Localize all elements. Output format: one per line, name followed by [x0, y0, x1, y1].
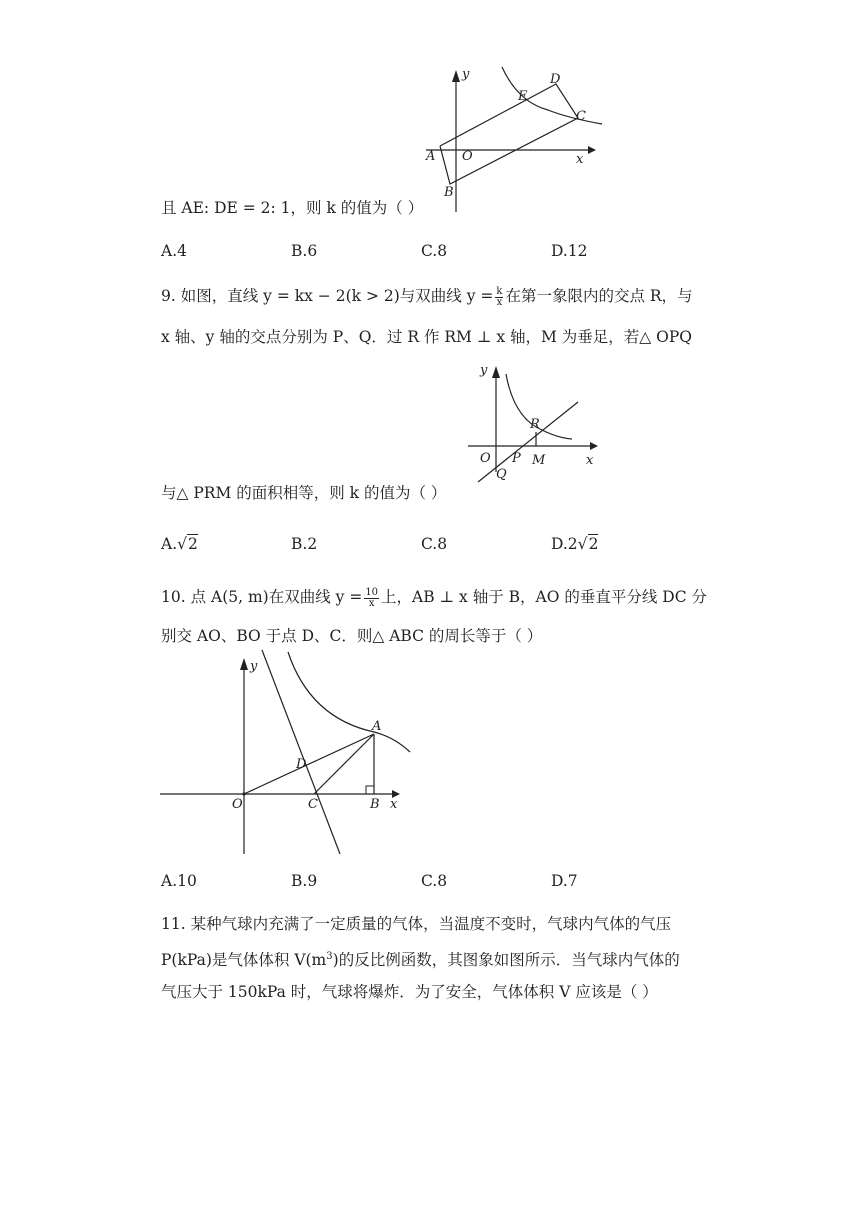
q9-frac-den: x — [496, 296, 503, 308]
q8-condition-text: 且 AE: DE = 2: 1，则 k 的值为（ ） — [161, 199, 424, 217]
q8-label-A: A — [426, 149, 436, 164]
q10-option-a: A.10 — [161, 872, 197, 890]
q9-figure — [462, 360, 612, 485]
q8-option-d: D.12 — [551, 242, 588, 260]
q8-label-x: x — [576, 152, 584, 167]
q9-option-c: C.8 — [421, 535, 448, 553]
q9-line1-pre: 9. 如图，直线 y = kx − 2(k > 2)与双曲线 y = — [161, 287, 494, 305]
q9-option-a-prefix: A. — [161, 535, 178, 553]
q10-label-O: O — [232, 797, 243, 812]
q10-line2: 别交 AO、BO 于点 D、C．则△ ABC 的周长等于（ ） — [161, 627, 543, 645]
q9-option-d: D.2√2 — [551, 535, 599, 553]
q10-option-c: C.8 — [421, 872, 448, 890]
q9-label-R: R — [530, 417, 540, 432]
q8-label-y: y — [462, 67, 470, 82]
q10-frac-den: x — [368, 597, 375, 609]
q10-label-D: D — [296, 757, 307, 772]
q8-option-c: C.8 — [421, 242, 448, 260]
q8-figure — [418, 62, 608, 217]
q8-label-C: C — [576, 109, 586, 124]
q9-label-O: O — [480, 451, 491, 466]
q9-label-Q: Q — [496, 467, 507, 482]
q9-line1 — [161, 286, 693, 308]
q11-line2-post: )的反比例函数，其图象如图所示．当气球内气体的 — [332, 951, 680, 970]
q10-option-d: D.7 — [551, 872, 578, 890]
q9-fraction — [495, 287, 503, 308]
q9-option-a: A.√2 — [161, 535, 198, 553]
q9-label-M: M — [532, 453, 546, 468]
q9-label-y: y — [480, 363, 488, 378]
q8-label-B: B — [444, 185, 454, 200]
q11-line3: 气压大于 150kPa 时，气球将爆炸．为了安全，气体体积 V 应该是（ ） — [161, 983, 658, 1001]
q9-option-a-radicand: 2 — [188, 535, 198, 553]
q10-label-C: C — [308, 797, 318, 812]
q11-line2-pre: P(kPa)是气体体积 V(m — [161, 951, 327, 970]
q11-line1: 11. 某种气球内充满了一定质量的气体，当温度不变时，气球内气体的气压 — [161, 915, 672, 933]
q10-label-B: B — [370, 797, 380, 812]
q8-label-E: E — [518, 89, 528, 104]
q11-line2-sup: 3 — [326, 951, 333, 962]
q9-option-d-prefix: D.2 — [551, 535, 578, 553]
q8-option-a: A.4 — [161, 242, 187, 260]
q9-line1-post: 在第一象限内的交点 R，与 — [505, 287, 693, 305]
q10-label-y: y — [250, 659, 258, 674]
q8-label-D: D — [550, 72, 561, 87]
q10-option-b: B.9 — [291, 872, 318, 890]
q9-frac-num: k — [496, 285, 503, 297]
q9-line2: x 轴、y 轴的交点分别为 P、Q．过 R 作 RM ⊥ x 轴，M 为垂足，若△ OPQ — [161, 328, 692, 346]
q8-option-b: B.6 — [291, 242, 318, 260]
q9-line3: 与△ PRM 的面积相等，则 k 的值为（ ） — [161, 484, 447, 502]
q10-label-x: x — [390, 797, 398, 812]
q10-line1 — [161, 587, 707, 609]
q9-option-d-radicand: 2 — [588, 535, 599, 553]
q10-line1-post: 上，AB ⊥ x 轴于 B，AO 的垂直平分线 DC 分 — [381, 588, 708, 606]
q9-option-b: B.2 — [291, 535, 318, 553]
q9-label-x: x — [586, 453, 594, 468]
q10-fraction — [364, 588, 379, 609]
q10-figure — [160, 648, 420, 858]
q10-label-A: A — [372, 719, 382, 734]
q10-frac-num: 10 — [365, 586, 379, 598]
q11-line2 — [161, 947, 680, 970]
q9-label-P: P — [512, 451, 521, 466]
q8-label-O: O — [462, 149, 473, 164]
q10-line1-pre: 10. 点 A(5, m)在双曲线 y = — [161, 588, 363, 606]
